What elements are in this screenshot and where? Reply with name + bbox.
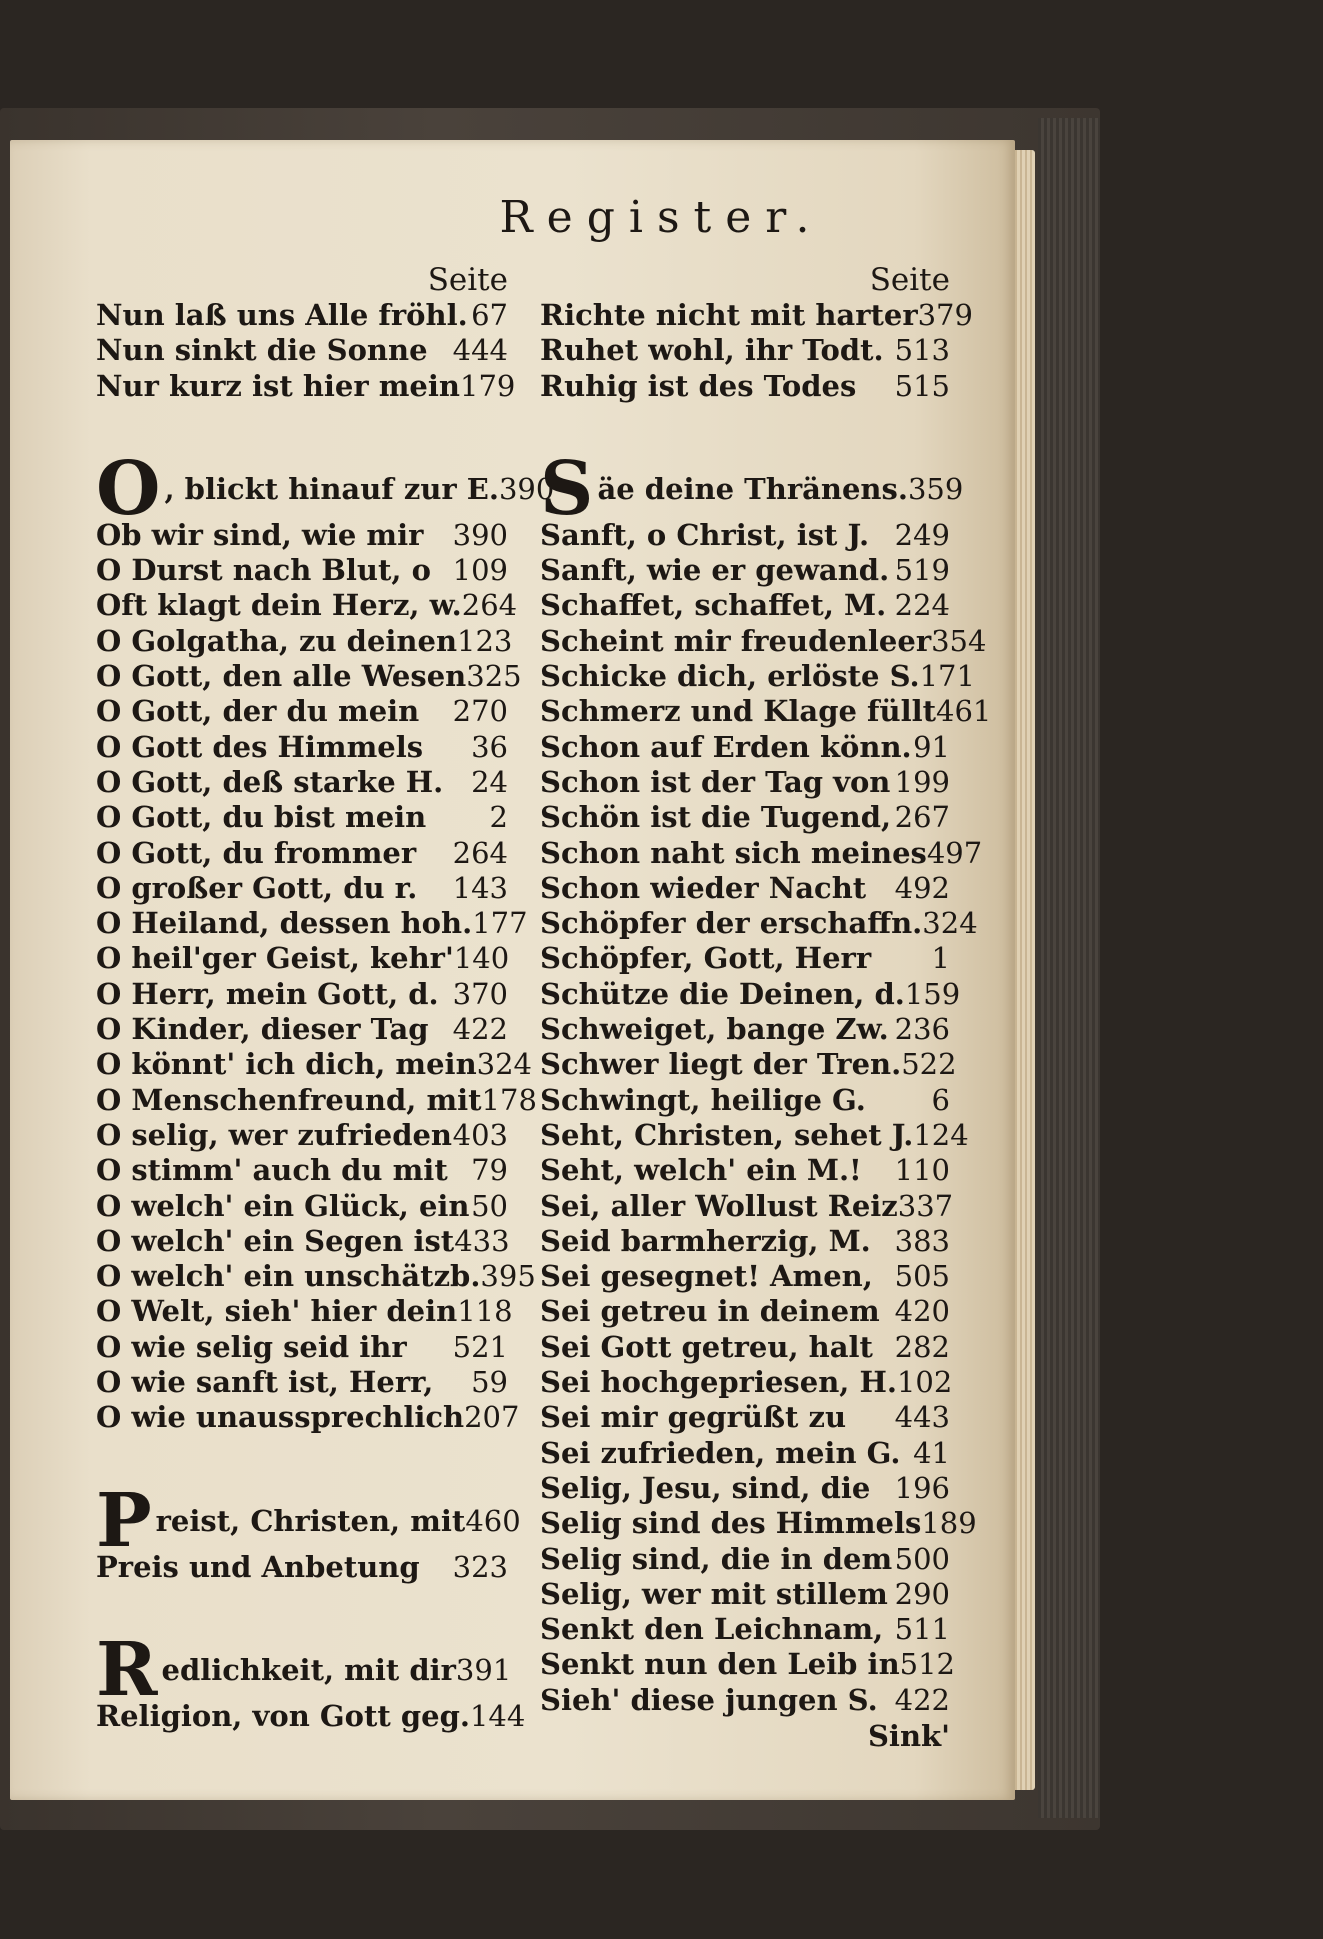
entry-title: O könnt' ich dich, mein [96,1047,477,1082]
index-entry [540,1612,950,1647]
entry-title: O stimm' auch du mit [96,1153,448,1188]
index-entry [540,1647,956,1682]
entry-title: Schwingt, heilige G. [540,1082,866,1117]
index-entry [96,1224,508,1259]
entry-title: O Gott, der du mein [96,694,420,729]
index-entry [540,298,973,333]
index-entry [540,659,975,694]
entry-title: O Gott des Himmels [96,729,424,764]
entry-title: Nun sinkt die Sonne [96,333,428,368]
entry-page: 109 [452,553,508,588]
entry-title: Schon auf Erden könn. [540,729,912,764]
entry-page: 102 [896,1365,953,1400]
index-entry [96,333,508,368]
entry-title: Schon ist der Tag von [540,764,891,799]
entry-title: Seht, welch' ein M.! [540,1153,862,1188]
entry-page: 359 [907,471,964,506]
entry-title: Richte nicht mit harter [540,298,918,332]
entry-title: Schöpfer der erschaffn. [540,906,923,941]
index-entry [540,1294,950,1329]
left-group-n [96,298,516,404]
entry-page: 513 [894,333,950,368]
entry-title: , blickt hinauf zur E. [164,471,499,506]
index-entry [96,871,508,906]
index-entry [96,1189,508,1224]
entry-title: O Welt, sieh' hier dein [96,1294,458,1329]
entry-title: O selig, wer zufrieden [96,1117,453,1152]
index-entry [96,694,508,729]
entry-title: Senkt den Leichnam, [540,1612,884,1647]
entry-title: Scheint mir freudenleer [540,623,932,658]
left-drop-o [96,445,555,532]
entry-page: 67 [471,298,508,332]
entry-title: Senkt nun den Leib in [540,1647,900,1682]
index-entry [96,1259,536,1294]
entry-title: O Gott, du bist mein [96,800,427,835]
index-entry [540,1083,950,1118]
entry-page: 6 [931,1082,950,1117]
entry-page: 224 [894,588,950,623]
entry-page: 422 [452,1012,508,1047]
entry-page: 324 [922,906,978,941]
index-entry [96,1698,526,1734]
entry-title: O wie selig seid ihr [96,1329,407,1364]
right-column [540,262,992,1754]
index-entry [540,1365,953,1400]
entry-page: 144 [469,1698,526,1733]
entry-page: 178 [481,1082,537,1117]
index-entry [540,976,961,1012]
right-column-header: Seite [869,262,950,298]
index-entry [540,333,950,368]
entry-page: 433 [454,1223,510,1258]
index-entry [96,1082,537,1118]
entry-title: Nur kurz ist hier mein [96,368,460,403]
left-group-r [96,1698,526,1734]
entry-page: 500 [894,1541,950,1576]
entry-page: 143 [452,870,508,905]
entry-title: edlichkeit, mit dir [161,1652,456,1687]
index-entry [540,765,950,800]
index-entry [96,659,522,694]
index-entry [96,906,528,941]
entry-page: 379 [917,298,973,332]
entry-page: 512 [899,1647,956,1682]
entry-page: 522 [901,1047,957,1082]
entry-page: 282 [894,1329,950,1364]
index-entry [96,977,508,1012]
entry-page: 41 [913,1435,950,1470]
entry-page: 461 [936,694,992,729]
index-entry [96,1330,508,1365]
index-entry [96,623,513,659]
index-entry [540,1330,950,1365]
entry-title: Seht, Christen, sehet J. [540,1117,914,1152]
entry-page: 497 [926,835,983,870]
entry-page: 264 [461,588,518,623]
entry-page: 179 [460,368,516,403]
index-entry [540,800,950,835]
entry-title: O Menschenfreund, mit [96,1082,482,1117]
entry-page: 395 [480,1259,536,1294]
index-entry [540,941,950,976]
entry-title: Sieh' diese jungen S. [540,1682,878,1717]
left-drop-p [96,1477,521,1564]
entry-page: 505 [894,1259,950,1294]
entry-title: O welch' ein Segen ist [96,1223,455,1258]
entry-page: 207 [464,1400,520,1435]
index-entry [96,368,516,404]
index-entry [96,553,508,588]
entry-title: O wie unaussprechlich [96,1400,465,1435]
entry-page: 390 [498,471,555,506]
index-entry [96,730,508,765]
entry-title: Ruhig ist des Todes [540,368,857,403]
entry-page: 444 [452,333,508,368]
entry-page: 199 [894,764,950,799]
drop-cap-r: R [96,1626,158,1713]
entry-page: 290 [894,1576,950,1611]
entry-title: Schöpfer, Gott, Herr [540,941,872,976]
entry-page: 492 [894,870,950,905]
entry-page: 511 [894,1612,950,1647]
entry-page: 519 [894,553,950,588]
left-group-o [96,517,537,1436]
index-entry [96,765,508,800]
index-entry [540,906,978,941]
drop-cap-o: O [96,445,161,532]
index-entry [540,835,983,871]
index-entry [96,588,518,623]
entry-page: 264 [452,835,508,870]
index-entry [540,1436,950,1471]
index-entry [540,588,950,623]
drop-cap-s: S [540,445,594,532]
entry-title: Oft klagt dein Herz, w. [96,588,462,623]
entry-page: 370 [452,976,508,1011]
index-entry [540,1542,950,1577]
entry-page: 422 [894,1682,950,1717]
entry-page: 91 [913,729,950,764]
index-entry [540,1012,950,1047]
index-entry [96,836,508,871]
entry-title: Schön ist die Tugend, [540,800,892,835]
entry-title: äe deine Thränens. [597,471,908,506]
left-drop-r [96,1626,512,1713]
index-entry [96,941,508,976]
index-entry [540,553,950,588]
entry-page: 123 [457,623,513,658]
entry-page: 50 [471,1188,508,1223]
entry-page: 1 [931,941,950,976]
index-entry [540,1506,977,1541]
entry-page: 2 [489,800,508,835]
entry-page: 420 [894,1294,950,1329]
index-entry [540,730,950,765]
entry-title: O welch' ein Glück, ein [96,1188,470,1223]
entry-title: O Golgatha, zu deinen [96,623,458,658]
entry-page: 324 [476,1047,533,1082]
entry-title: Schmerz und Klage füllt [540,694,937,729]
entry-page: 59 [471,1365,508,1400]
left-group-p [96,1550,508,1585]
entry-title: Sei Gott getreu, halt [540,1329,873,1364]
entry-page: 515 [894,368,950,403]
index-entry [96,1550,508,1585]
index-entry [96,1400,520,1435]
index-entry [96,1365,508,1400]
entry-page: 36 [471,729,508,764]
entry-title: Ruhet wohl, ihr Todt. [540,333,884,368]
entry-title: O Kinder, dieser Tag [96,1012,429,1047]
right-group-r [540,298,973,404]
drop-cap-p: P [96,1477,152,1564]
index-entry [540,369,950,404]
entry-title: O Gott, deß starke H. [96,764,444,799]
entry-title: O wie sanft ist, Herr, [96,1365,434,1400]
entry-title: Selig sind des Himmels [540,1506,922,1541]
entry-page: 196 [894,1470,950,1505]
entry-title: Schütze die Deinen, d. [540,976,905,1011]
index-entry [540,694,992,729]
right-drop-s [540,445,964,532]
entry-title: O Durst nach Blut, o [96,553,431,588]
entry-page: 267 [894,800,950,835]
entry-title: Seid barmherzig, M. [540,1223,871,1258]
entry-title: Preis und Anbetung [96,1549,420,1584]
index-entry [540,1117,969,1153]
entry-page: 460 [465,1503,521,1538]
entry-page: 124 [913,1117,969,1152]
index-entry [540,1188,954,1224]
entry-page: 189 [921,1506,977,1541]
index-entry [540,623,987,659]
entry-page: 390 [452,517,508,552]
index-entry [96,800,508,835]
entry-page: 443 [894,1400,950,1435]
index-entry [540,1471,950,1506]
entry-title: Sei mir gegrüßt zu [540,1400,847,1435]
entry-page: 171 [919,659,975,694]
index-entry [540,1683,950,1718]
entry-title: Selig, wer mit stillem [540,1576,888,1611]
entry-page: 270 [452,694,508,729]
book-spine [1038,118,1100,1818]
entry-title: Schon wieder Nacht [540,870,867,905]
entry-title: O welch' ein unschätzb. [96,1259,481,1294]
left-column [96,262,555,1734]
entry-title: Sei getreu in deinem [540,1294,880,1329]
index-entry [540,518,950,553]
right-group-s [540,517,992,1718]
entry-title: Sei, aller Wollust Reiz [540,1188,898,1223]
entry-title: Sanft, wie er gewand. [540,553,890,588]
entry-title: Selig, Jesu, sind, die [540,1470,871,1505]
index-entry [96,1118,508,1153]
index-entry [540,1577,950,1612]
catchword: Sink' [867,1718,950,1753]
entry-page: 159 [904,976,961,1011]
entry-title: O Heiland, dessen hoh. [96,906,473,941]
entry-title: Schaffet, schaffet, M. [540,588,887,623]
entry-title: Schicke dich, erlöste S. [540,659,920,694]
index-entry [540,1400,950,1435]
entry-title: O Herr, mein Gott, d. [96,976,439,1011]
entry-title: O großer Gott, du r. [96,870,418,905]
entry-page: 354 [931,623,987,658]
entry-title: Sei hochgepriesen, H. [540,1365,897,1400]
entry-page: 403 [452,1117,508,1152]
index-entry [540,1047,957,1082]
entry-title: Schon naht sich meines [540,835,927,870]
index-entry [540,1224,950,1259]
entry-page: 236 [894,1012,950,1047]
left-column-header: Seite [427,262,508,298]
index-entry [96,1153,508,1188]
entry-title: O heil'ger Geist, kehr' [96,941,454,976]
entry-page: 249 [894,517,950,552]
index-entry [96,1294,513,1329]
entry-page: 337 [897,1188,954,1223]
entry-page: 521 [452,1329,508,1364]
index-entry [96,1047,533,1082]
entry-page: 323 [452,1549,508,1584]
index-entry [540,871,950,906]
entry-page: 110 [894,1153,950,1188]
entry-page: 177 [472,906,528,941]
entry-title: Religion, von Gott geg. [96,1698,470,1733]
entry-title: Sei gesegnet! Amen, [540,1259,873,1294]
entry-title: Sei zufrieden, mein G. [540,1435,901,1470]
entry-title: Selig sind, die in dem [540,1541,893,1576]
page-title: Register. [499,192,824,243]
index-entry [96,1012,508,1047]
entry-page: 140 [453,941,510,976]
entry-title: O Gott, den alle Wesen [96,659,467,694]
entry-title: Schweiget, bange Zw. [540,1012,889,1047]
entry-page: 391 [455,1652,512,1687]
entry-page: 383 [894,1223,950,1258]
entry-title: O Gott, du frommer [96,835,417,870]
entry-title: Ob wir sind, wie mir [96,517,424,552]
index-entry [540,1153,950,1188]
index-entry [540,1259,950,1294]
entry-title: Schwer liegt der Tren. [540,1047,902,1082]
entry-page: 325 [466,659,522,694]
entry-title: Nun laß uns Alle fröhl. [96,298,468,332]
entry-page: 79 [471,1153,508,1188]
index-entry [96,298,508,333]
entry-title: Sanft, o Christ, ist J. [540,517,870,552]
index-entry [96,518,508,553]
entry-page: 118 [457,1294,513,1329]
entry-title: reist, Christen, mit [155,1503,466,1538]
entry-page: 24 [471,764,508,799]
